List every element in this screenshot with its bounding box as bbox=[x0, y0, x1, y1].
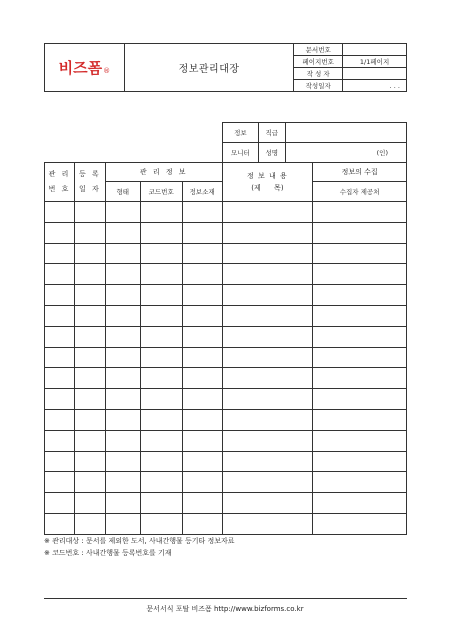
meta-value-author[interactable] bbox=[343, 68, 407, 80]
table-cell[interactable] bbox=[182, 285, 222, 306]
table-row bbox=[45, 493, 407, 514]
table-cell[interactable] bbox=[45, 472, 75, 493]
monitor-label-monitor: 모니터 bbox=[223, 143, 259, 163]
table-cell[interactable] bbox=[74, 493, 105, 514]
table-row bbox=[45, 243, 407, 264]
table-cell[interactable] bbox=[182, 326, 222, 347]
table-cell[interactable] bbox=[105, 493, 140, 514]
header-form: 형태 bbox=[105, 182, 140, 202]
table-cell[interactable] bbox=[74, 389, 105, 410]
table-row bbox=[45, 347, 407, 368]
info-management-grid bbox=[44, 162, 407, 535]
table-cell[interactable] bbox=[105, 368, 140, 389]
header-mgmt-no-line1: 관 리 bbox=[48, 170, 71, 178]
table-cell[interactable] bbox=[313, 389, 407, 410]
table-cell[interactable] bbox=[222, 202, 313, 223]
meta-label-doc-no: 문서번호 bbox=[294, 44, 343, 56]
table-cell[interactable] bbox=[140, 409, 182, 430]
table-cell[interactable] bbox=[74, 472, 105, 493]
table-cell[interactable] bbox=[45, 409, 75, 430]
table-cell[interactable] bbox=[313, 409, 407, 430]
table-cell[interactable] bbox=[74, 368, 105, 389]
table-cell[interactable] bbox=[105, 202, 140, 223]
header-content-line1: 정 보 내 용 bbox=[247, 172, 288, 180]
meta-label-page-no: 페이지번호 bbox=[294, 56, 343, 68]
table-cell[interactable] bbox=[182, 430, 222, 451]
meta-label-author: 작 성 자 bbox=[294, 68, 343, 80]
table-cell[interactable] bbox=[140, 285, 182, 306]
monitor-value-name-seal[interactable]: (인) bbox=[285, 143, 406, 163]
header-content-line2: (제 목) bbox=[251, 184, 284, 192]
table-cell[interactable] bbox=[182, 513, 222, 534]
monitor-label-rank: 직급 bbox=[258, 123, 285, 143]
table-cell[interactable] bbox=[140, 451, 182, 472]
table-cell[interactable] bbox=[313, 326, 407, 347]
table-cell[interactable] bbox=[140, 389, 182, 410]
footer-divider bbox=[44, 598, 407, 599]
grid-body bbox=[45, 202, 407, 535]
logo-text: 비즈폼 bbox=[58, 59, 103, 77]
table-cell[interactable] bbox=[105, 264, 140, 285]
logo-cell bbox=[45, 44, 125, 92]
table-row bbox=[45, 222, 407, 243]
table-cell[interactable] bbox=[313, 472, 407, 493]
header-reg-date-line1: 등 록 bbox=[79, 170, 101, 178]
table-cell[interactable] bbox=[45, 513, 75, 534]
table-cell[interactable] bbox=[222, 305, 313, 326]
table-cell[interactable] bbox=[313, 493, 407, 514]
table-row bbox=[45, 305, 407, 326]
header-code-no: 코드번호 bbox=[140, 182, 182, 202]
table-cell[interactable] bbox=[74, 347, 105, 368]
note-item: ※ 관리대상 : 문서를 제외한 도서, 사내간행물 등기타 정보자료 bbox=[44, 537, 235, 545]
table-cell[interactable] bbox=[45, 202, 75, 223]
table-cell[interactable] bbox=[45, 222, 75, 243]
document-title: 정보관리대장 bbox=[124, 44, 293, 92]
table-cell[interactable] bbox=[222, 389, 313, 410]
table-cell[interactable] bbox=[222, 409, 313, 430]
table-cell[interactable] bbox=[140, 264, 182, 285]
header-mgmt-no-line2: 번 호 bbox=[48, 185, 71, 193]
table-cell[interactable] bbox=[182, 347, 222, 368]
table-cell[interactable] bbox=[45, 326, 75, 347]
header-collect: 정보의 수집 bbox=[313, 163, 407, 182]
table-row bbox=[45, 202, 407, 223]
table-cell[interactable] bbox=[222, 368, 313, 389]
table-cell[interactable] bbox=[182, 493, 222, 514]
table-cell[interactable] bbox=[74, 285, 105, 306]
header-location: 정보소재 bbox=[182, 182, 222, 202]
table-cell[interactable] bbox=[74, 264, 105, 285]
table-cell[interactable] bbox=[222, 451, 313, 472]
header-content bbox=[222, 163, 313, 202]
table-cell[interactable] bbox=[74, 326, 105, 347]
table-cell[interactable] bbox=[105, 409, 140, 430]
meta-value-date[interactable]: . . . bbox=[343, 80, 407, 92]
table-cell[interactable] bbox=[222, 264, 313, 285]
table-cell[interactable] bbox=[313, 222, 407, 243]
table-cell[interactable] bbox=[182, 368, 222, 389]
header-collector: 수집자 제공처 bbox=[313, 182, 407, 202]
table-cell[interactable] bbox=[45, 389, 75, 410]
table-cell[interactable] bbox=[105, 222, 140, 243]
table-cell[interactable] bbox=[105, 243, 140, 264]
table-cell[interactable] bbox=[105, 285, 140, 306]
table-cell[interactable] bbox=[313, 202, 407, 223]
table-cell[interactable] bbox=[182, 243, 222, 264]
bizforms-logo bbox=[59, 57, 110, 78]
table-cell[interactable] bbox=[313, 243, 407, 264]
table-row bbox=[45, 264, 407, 285]
table-row bbox=[45, 409, 407, 430]
table-cell[interactable] bbox=[313, 285, 407, 306]
table-row bbox=[45, 368, 407, 389]
table-cell[interactable] bbox=[140, 430, 182, 451]
header-reg-date-line2: 일 자 bbox=[79, 185, 101, 193]
note-item: ※ 코드번호 : 사내간행물 등록번호를 기재 bbox=[44, 549, 172, 557]
table-cell[interactable] bbox=[140, 326, 182, 347]
table-cell[interactable] bbox=[222, 243, 313, 264]
table-cell[interactable] bbox=[105, 451, 140, 472]
table-cell[interactable] bbox=[140, 368, 182, 389]
table-cell[interactable] bbox=[45, 305, 75, 326]
table-cell[interactable] bbox=[74, 409, 105, 430]
table-cell[interactable] bbox=[45, 285, 75, 306]
table-cell[interactable] bbox=[74, 305, 105, 326]
table-cell[interactable] bbox=[222, 222, 313, 243]
table-cell[interactable] bbox=[45, 451, 75, 472]
table-cell[interactable] bbox=[140, 243, 182, 264]
table-cell[interactable] bbox=[45, 264, 75, 285]
footer-text: 문서서식 포탈 비즈폼 http://www.bizforms.co.kr bbox=[146, 605, 304, 613]
table-cell[interactable] bbox=[105, 430, 140, 451]
table-cell[interactable] bbox=[105, 347, 140, 368]
meta-value-doc-no[interactable] bbox=[343, 44, 407, 56]
table-cell[interactable] bbox=[74, 451, 105, 472]
table-row bbox=[45, 326, 407, 347]
monitor-label-name: 성명 bbox=[258, 143, 285, 163]
table-cell[interactable] bbox=[222, 326, 313, 347]
table-row bbox=[45, 285, 407, 306]
table-row bbox=[45, 472, 407, 493]
monitor-value-rank[interactable] bbox=[285, 123, 406, 143]
meta-label-date: 작성일자 bbox=[294, 80, 343, 92]
table-cell[interactable] bbox=[45, 243, 75, 264]
header-reg-date bbox=[74, 163, 105, 202]
table-cell[interactable] bbox=[45, 368, 75, 389]
table-cell[interactable] bbox=[140, 513, 182, 534]
table-row bbox=[45, 451, 407, 472]
table-cell[interactable] bbox=[105, 326, 140, 347]
table-cell[interactable] bbox=[105, 513, 140, 534]
meta-value-page-no[interactable]: 1/1페이지 bbox=[343, 56, 407, 68]
table-cell[interactable] bbox=[140, 305, 182, 326]
table-cell[interactable] bbox=[313, 430, 407, 451]
table-cell[interactable] bbox=[222, 430, 313, 451]
table-cell[interactable] bbox=[105, 472, 140, 493]
table-cell[interactable] bbox=[140, 347, 182, 368]
table-cell[interactable] bbox=[182, 222, 222, 243]
table-row bbox=[45, 430, 407, 451]
table-cell[interactable] bbox=[222, 285, 313, 306]
table-cell[interactable] bbox=[140, 493, 182, 514]
table-cell[interactable] bbox=[140, 202, 182, 223]
table-row bbox=[45, 389, 407, 410]
table-cell[interactable] bbox=[74, 243, 105, 264]
table-cell[interactable] bbox=[182, 264, 222, 285]
table-cell[interactable] bbox=[313, 305, 407, 326]
table-row bbox=[45, 513, 407, 534]
table-cell[interactable] bbox=[74, 513, 105, 534]
document-header bbox=[44, 43, 407, 92]
table-cell[interactable] bbox=[45, 493, 75, 514]
table-cell[interactable] bbox=[140, 472, 182, 493]
info-monitor-table bbox=[222, 122, 407, 163]
table-cell[interactable] bbox=[313, 513, 407, 534]
registered-mark: ® bbox=[103, 67, 111, 75]
table-cell[interactable] bbox=[182, 202, 222, 223]
monitor-label-info: 정보 bbox=[223, 123, 259, 143]
table-cell[interactable] bbox=[182, 389, 222, 410]
header-mgmt-info: 관 리 정 보 bbox=[105, 163, 222, 182]
table-cell[interactable] bbox=[313, 264, 407, 285]
table-cell[interactable] bbox=[74, 202, 105, 223]
table-cell[interactable] bbox=[182, 305, 222, 326]
table-cell[interactable] bbox=[313, 347, 407, 368]
table-cell[interactable] bbox=[45, 430, 75, 451]
table-cell[interactable] bbox=[222, 513, 313, 534]
table-cell[interactable] bbox=[182, 451, 222, 472]
table-cell[interactable] bbox=[105, 305, 140, 326]
table-cell[interactable] bbox=[182, 409, 222, 430]
table-cell[interactable] bbox=[74, 430, 105, 451]
table-cell[interactable] bbox=[140, 222, 182, 243]
table-cell[interactable] bbox=[182, 472, 222, 493]
header-mgmt-no bbox=[45, 163, 75, 202]
table-cell[interactable] bbox=[313, 451, 407, 472]
table-cell[interactable] bbox=[105, 389, 140, 410]
table-cell[interactable] bbox=[222, 347, 313, 368]
notes bbox=[44, 535, 235, 559]
table-cell[interactable] bbox=[45, 347, 75, 368]
table-cell[interactable] bbox=[222, 493, 313, 514]
table-cell[interactable] bbox=[74, 222, 105, 243]
table-cell[interactable] bbox=[222, 472, 313, 493]
table-cell[interactable] bbox=[313, 368, 407, 389]
